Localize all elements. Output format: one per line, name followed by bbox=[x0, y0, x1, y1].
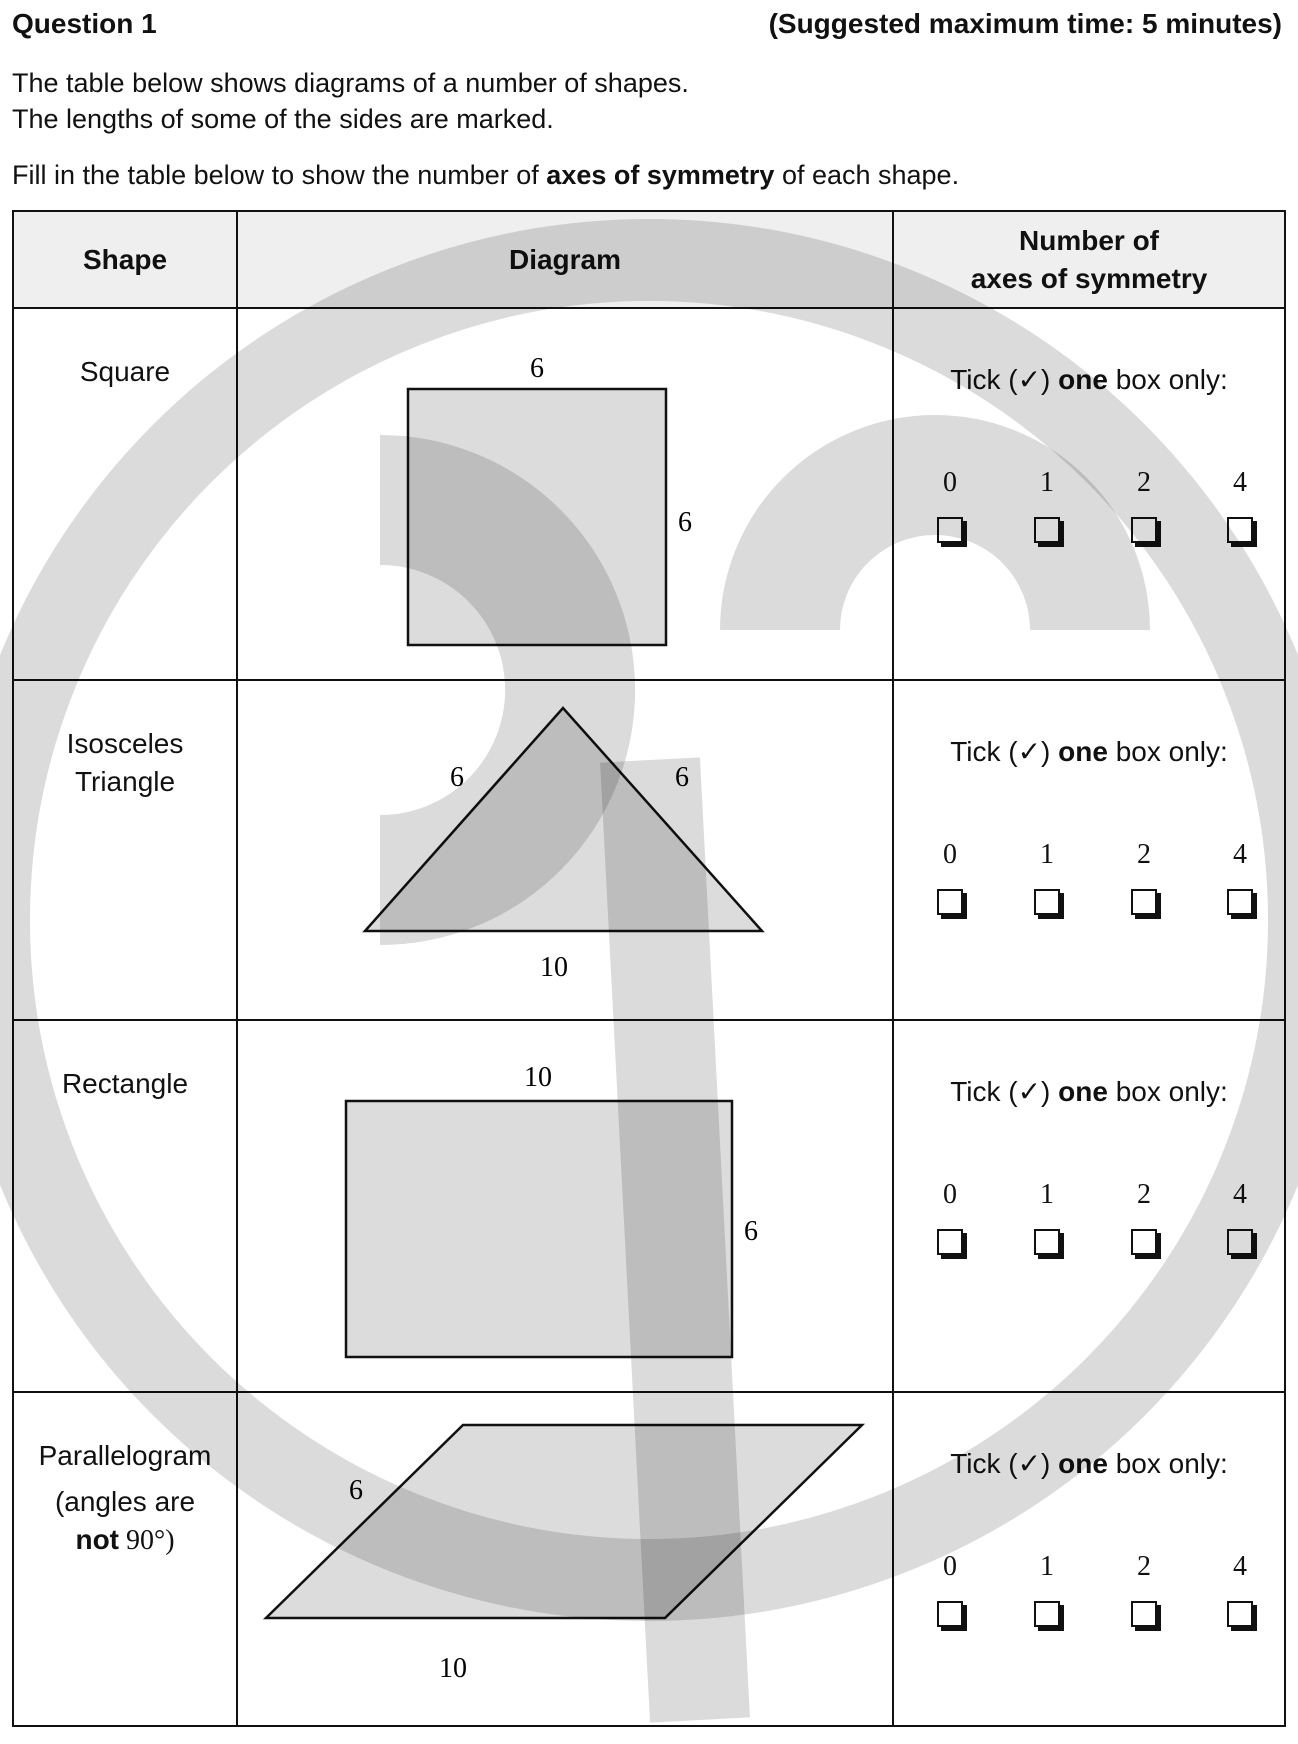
checkbox[interactable] bbox=[1227, 517, 1253, 543]
option-0[interactable]: 0 bbox=[930, 1551, 970, 1627]
option-2[interactable]: 2 bbox=[1124, 467, 1164, 543]
checkbox[interactable] bbox=[1131, 517, 1157, 543]
triangle-diagram bbox=[238, 681, 892, 1019]
side-label: 6 bbox=[744, 1216, 758, 1247]
tick-cell bbox=[893, 680, 1285, 1020]
checkbox[interactable] bbox=[937, 1601, 963, 1627]
checkbox[interactable] bbox=[1034, 517, 1060, 543]
checkbox[interactable] bbox=[1131, 889, 1157, 915]
checkbox[interactable] bbox=[937, 889, 963, 915]
side-label: 10 bbox=[524, 1062, 552, 1093]
option-1[interactable]: 1 bbox=[1027, 467, 1067, 543]
instruction-line: Fill in the table below to show the number of axes of symmetry of each shape. bbox=[12, 160, 960, 190]
option-group bbox=[930, 1179, 1284, 1269]
diagram-cell bbox=[237, 308, 893, 680]
parallelogram-shape bbox=[266, 1425, 862, 1618]
shape-name-cell bbox=[13, 308, 237, 680]
side-label: 6 bbox=[678, 507, 692, 538]
side-label: 6 bbox=[450, 762, 464, 793]
option-4[interactable]: 4 bbox=[1220, 467, 1260, 543]
table-row bbox=[13, 1020, 1285, 1392]
option-1[interactable]: 1 bbox=[1027, 1551, 1067, 1627]
option-2[interactable]: 2 bbox=[1124, 1179, 1164, 1255]
checkbox[interactable] bbox=[1034, 1601, 1060, 1627]
option-2[interactable]: 2 bbox=[1124, 839, 1164, 915]
side-label: 10 bbox=[439, 1653, 467, 1684]
header-diagram: Diagram bbox=[237, 211, 893, 308]
side-label: 10 bbox=[540, 952, 568, 983]
shape-name: Isosceles Triangle bbox=[66, 728, 184, 797]
shape-name: Rectangle bbox=[61, 1068, 189, 1099]
option-4[interactable]: 4 bbox=[1220, 1551, 1260, 1627]
shape-note: (angles are not 90°) bbox=[54, 1486, 196, 1556]
checkbox[interactable] bbox=[1034, 889, 1060, 915]
diagram-cell bbox=[237, 1020, 893, 1392]
checkbox[interactable] bbox=[1227, 889, 1253, 915]
shape-name-cell bbox=[13, 1392, 237, 1726]
table-header-row bbox=[13, 211, 1285, 308]
square-diagram bbox=[238, 309, 892, 679]
suggested-time: (Suggested maximum time: 5 minutes) bbox=[768, 8, 1282, 39]
parallelogram-diagram bbox=[238, 1393, 892, 1725]
checkbox[interactable] bbox=[1227, 1229, 1253, 1255]
tick-instruction: Tick (✓) one box only: bbox=[950, 1076, 1228, 1107]
diagram-cell bbox=[237, 680, 893, 1020]
tick-cell bbox=[893, 1392, 1285, 1726]
option-2[interactable]: 2 bbox=[1124, 1551, 1164, 1627]
rectangle-shape bbox=[346, 1101, 732, 1357]
option-group bbox=[930, 839, 1284, 929]
checkbox[interactable] bbox=[937, 1229, 963, 1255]
header-axes: Number of axes of symmetry bbox=[893, 211, 1285, 308]
option-1[interactable]: 1 bbox=[1027, 839, 1067, 915]
option-group bbox=[930, 1551, 1284, 1641]
question-title: Question 1 bbox=[12, 8, 157, 39]
table-row bbox=[13, 308, 1285, 680]
tick-cell bbox=[893, 308, 1285, 680]
shape-name: Parallelogram bbox=[38, 1440, 212, 1471]
symmetry-table bbox=[12, 210, 1286, 1727]
tick-cell bbox=[893, 1020, 1285, 1392]
shape-name-cell bbox=[13, 1020, 237, 1392]
tick-instruction: Tick (✓) one box only: bbox=[950, 1448, 1228, 1479]
side-label: 6 bbox=[675, 762, 689, 793]
tick-instruction: Tick (✓) one box only: bbox=[950, 364, 1228, 395]
side-label: 6 bbox=[530, 353, 544, 384]
option-0[interactable]: 0 bbox=[930, 1179, 970, 1255]
square-shape bbox=[408, 389, 666, 645]
diagram-cell bbox=[237, 1392, 893, 1726]
table-row bbox=[13, 1392, 1285, 1726]
option-4[interactable]: 4 bbox=[1220, 839, 1260, 915]
checkbox[interactable] bbox=[1227, 1601, 1253, 1627]
rectangle-diagram bbox=[238, 1021, 892, 1391]
checkbox[interactable] bbox=[1131, 1601, 1157, 1627]
shape-name-cell bbox=[13, 680, 237, 1020]
checkbox[interactable] bbox=[937, 517, 963, 543]
option-0[interactable]: 0 bbox=[930, 839, 970, 915]
checkbox[interactable] bbox=[1131, 1229, 1157, 1255]
shape-name: Square bbox=[79, 356, 171, 387]
side-label: 6 bbox=[349, 1475, 363, 1506]
option-4[interactable]: 4 bbox=[1220, 1179, 1260, 1255]
option-1[interactable]: 1 bbox=[1027, 1179, 1067, 1255]
option-group bbox=[930, 467, 1284, 557]
header-shape: Shape bbox=[13, 211, 237, 308]
checkbox[interactable] bbox=[1034, 1229, 1060, 1255]
intro-line-1: The table below shows diagrams of a number of shapes. bbox=[12, 68, 689, 98]
option-0[interactable]: 0 bbox=[930, 467, 970, 543]
intro-line-2: The lengths of some of the sides are marked. bbox=[12, 104, 554, 134]
instruction-bold: axes of symmetry bbox=[546, 160, 775, 190]
triangle-shape bbox=[365, 708, 762, 931]
tick-instruction: Tick (✓) one box only: bbox=[950, 736, 1228, 767]
table-row bbox=[13, 680, 1285, 1020]
